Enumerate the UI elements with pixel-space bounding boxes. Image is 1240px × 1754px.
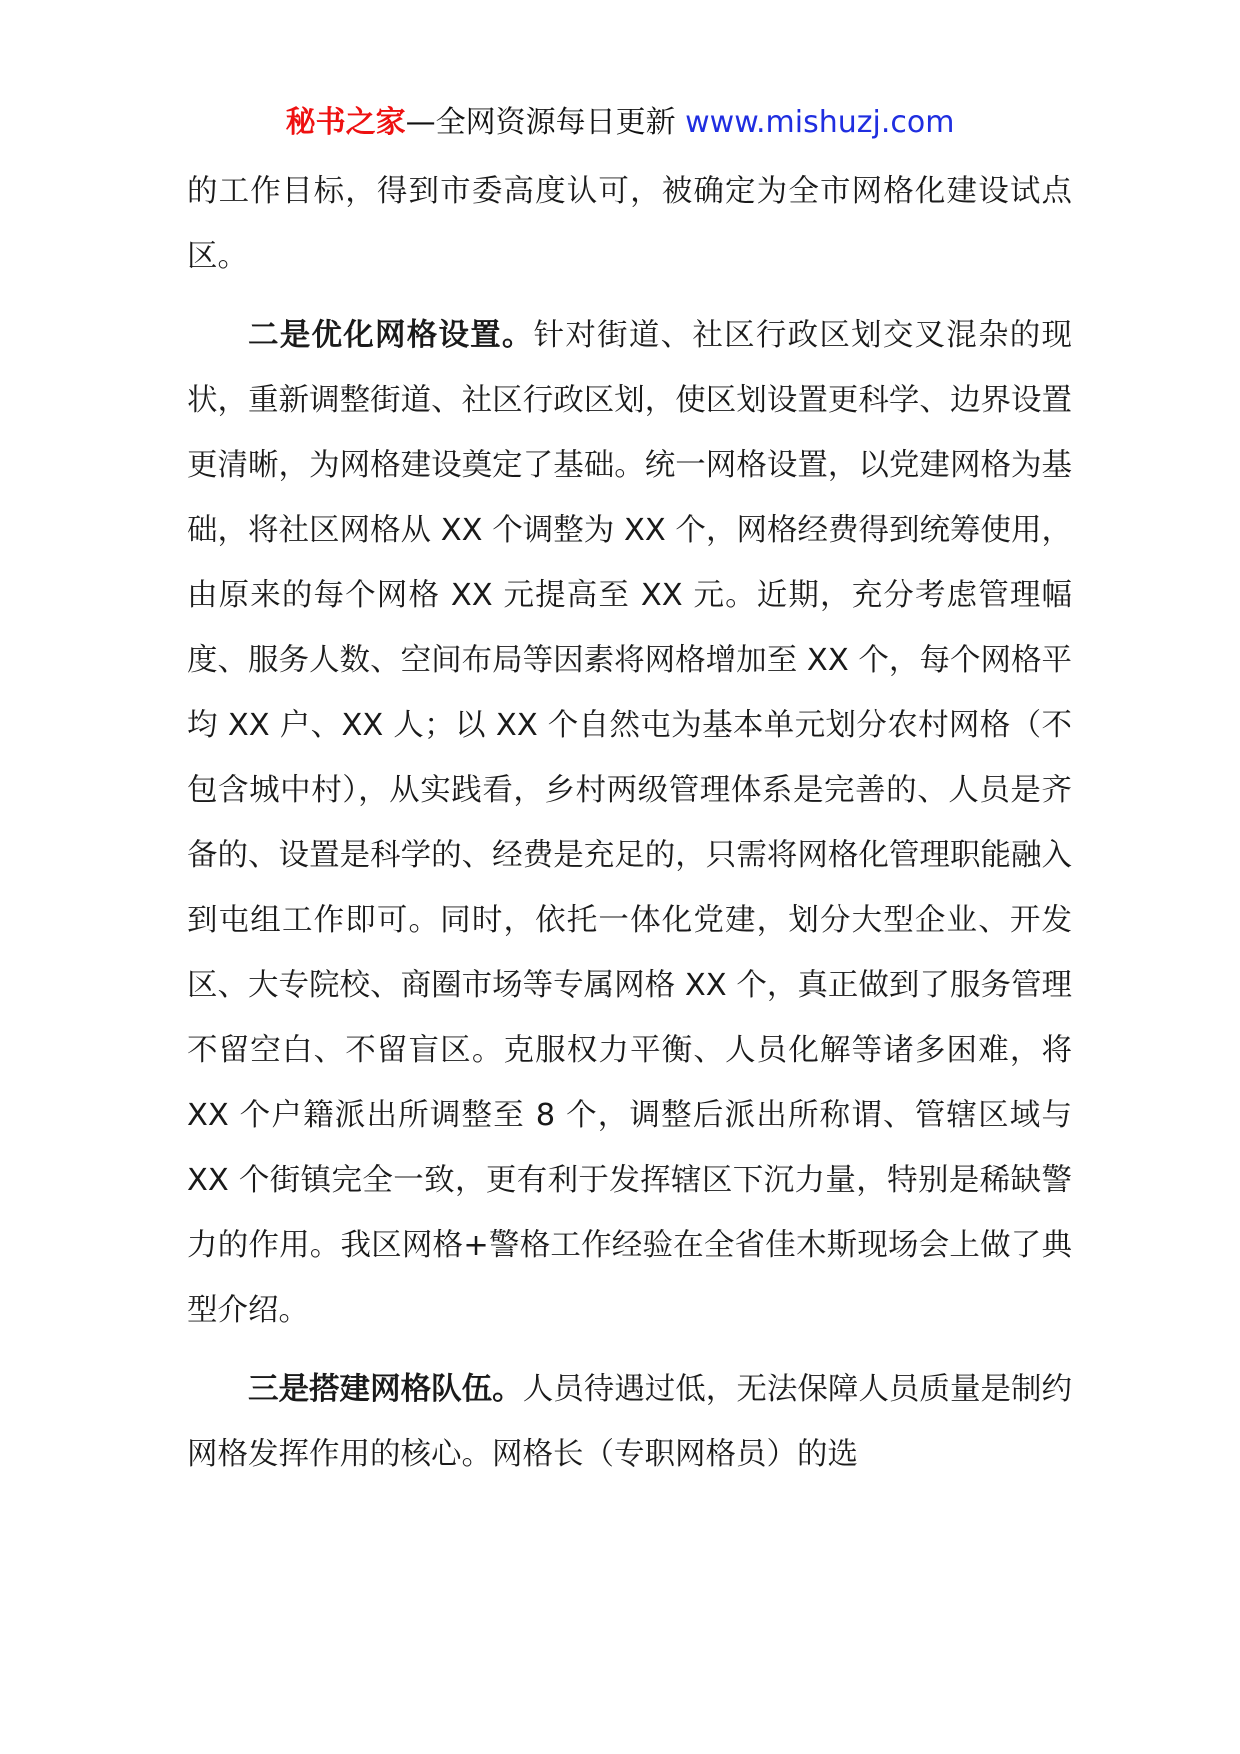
header-tagline: —全网资源每日更新: [405, 105, 676, 140]
header-url[interactable]: www.mishuzj.com: [685, 105, 955, 140]
paragraph-lead: 二是优化网格设置。: [248, 318, 534, 353]
paragraph-optimize-grid: [187, 303, 1072, 1343]
paragraph-text: 人员待遇过低，无法保障人员质量是制约网格发挥作用的核心。网格长（专职网格员）的选: [187, 1372, 1073, 1472]
paragraph-text: 针对街道、社区行政区划交叉混杂的现状，重新调整街道、社区行政区划，使区划设置更科学、边界设置更清晰，为网格建设奠定了基础。统一网格设置，以党建网格为基础，将社区网格从 XX 个调整为 XX 个，网格经费得到统筹使用，由原来的每个网格 XX 元提高至 XX 元。近期，充分考虑管理幅度、服务人数、空间布局等因素将网格增加至 XX 个，每个网格平均 XX 户、XX 人；以 XX 个自然屯为基本单元划分农村网格（不包含城中村），从实践看，乡村两级管理体系是完善的、人员是齐备的、设置是科学的、经费是充足的，只需将网格化管理职能融入到屯组工作即可。同时，依托一体化党建，划分大型企业、开发区、大专院校、商圈市场等专属网格 XX 个，真正做到了服务管理不留空白、不留盲区。克服权力平衡、人员化解等诸多困难，将 XX 个户籍派出所调整至 8 个，调整后派出所称谓、管辖区域与 XX 个街镇完全一致，更有利于发挥辖区下沉力量，特别是稀缺警力的作用。我区网格+警格工作经验在全省佳木斯现场会上做了典型介绍。: [187, 318, 1073, 1328]
paragraph-continuation: [187, 159, 1072, 289]
header-brand: 秘书之家: [285, 105, 406, 140]
paragraph-text: 的工作目标，得到市委高度认可，被确定为全市网格化建设试点区。: [187, 174, 1072, 274]
page-header: [0, 100, 1240, 146]
paragraph-build-team: [187, 1357, 1072, 1487]
paragraph-lead: 三是搭建网格队伍。: [248, 1372, 523, 1407]
document-body: [187, 159, 1072, 1501]
